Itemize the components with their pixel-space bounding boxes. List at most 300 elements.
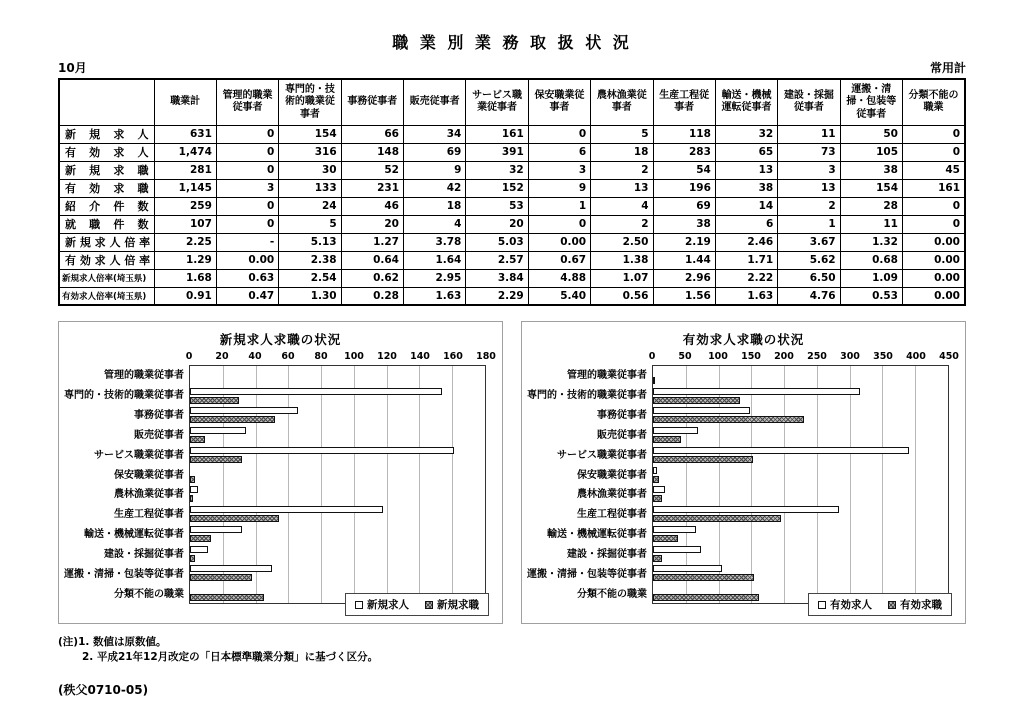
value-cell: 0.53 bbox=[840, 287, 902, 305]
bar-series-1 bbox=[653, 555, 662, 562]
category-label: 運搬・清掃・包装等従事者 bbox=[64, 569, 184, 581]
value-cell: 133 bbox=[279, 179, 341, 197]
chart-active-jobs bbox=[521, 321, 966, 624]
bar-row bbox=[190, 465, 485, 485]
value-cell: 2 bbox=[778, 197, 840, 215]
plot-area bbox=[189, 365, 486, 604]
value-cell: 1.07 bbox=[591, 269, 653, 287]
value-cell: 65 bbox=[715, 143, 777, 161]
value-cell: 18 bbox=[591, 143, 653, 161]
category-label: 保安職業従事者 bbox=[114, 469, 184, 481]
table-header-cell: 保安職業従事者 bbox=[528, 79, 590, 125]
plot-wrap bbox=[648, 350, 959, 605]
value-cell: 3.78 bbox=[404, 233, 466, 251]
value-cell: 14 bbox=[715, 197, 777, 215]
bar-row bbox=[653, 583, 948, 603]
value-cell: 2.46 bbox=[715, 233, 777, 251]
table-header-cell: 運搬・清掃・包装等従事者 bbox=[840, 79, 902, 125]
value-cell: 2.95 bbox=[404, 269, 466, 287]
value-cell: 283 bbox=[653, 143, 715, 161]
table-head bbox=[59, 79, 965, 125]
value-cell: 391 bbox=[466, 143, 528, 161]
bar-series-0 bbox=[190, 447, 454, 454]
table-row bbox=[59, 215, 965, 233]
row-label-cell: 有 効 求 職 bbox=[59, 179, 154, 197]
value-cell: 0 bbox=[216, 125, 278, 143]
row-label-cell: 有 効 求 人 bbox=[59, 143, 154, 161]
bar-series-0 bbox=[190, 526, 242, 533]
value-cell: 1.32 bbox=[840, 233, 902, 251]
corner-cell bbox=[59, 79, 154, 125]
value-cell: 0.00 bbox=[903, 233, 966, 251]
category-label: 建設・採掘従事者 bbox=[567, 549, 647, 561]
bar-row bbox=[653, 485, 948, 505]
bar-row bbox=[190, 445, 485, 465]
bar-series-0 bbox=[653, 565, 722, 572]
value-cell: 0.00 bbox=[903, 287, 966, 305]
category-label: 生産工程従事者 bbox=[577, 509, 647, 521]
value-cell: 316 bbox=[279, 143, 341, 161]
bar-series-0 bbox=[653, 506, 839, 513]
charts-row bbox=[58, 321, 966, 624]
value-cell: - bbox=[216, 233, 278, 251]
bar-row bbox=[190, 524, 485, 544]
value-cell: 45 bbox=[903, 161, 966, 179]
value-axis bbox=[648, 350, 959, 364]
value-cell: 0.91 bbox=[154, 287, 216, 305]
period-label: 常用計 bbox=[929, 61, 966, 75]
value-cell: 0 bbox=[903, 143, 966, 161]
axis-tick-label: 400 bbox=[906, 351, 926, 362]
value-cell: 38 bbox=[715, 179, 777, 197]
value-cell: 154 bbox=[840, 179, 902, 197]
value-cell: 38 bbox=[653, 215, 715, 233]
value-cell: 52 bbox=[341, 161, 403, 179]
value-cell: 0.00 bbox=[903, 251, 966, 269]
bar-series-1 bbox=[653, 456, 753, 463]
table-header-cell: 建設・採掘従事者 bbox=[778, 79, 840, 125]
value-cell: 5 bbox=[279, 215, 341, 233]
bar-series-0 bbox=[653, 546, 701, 553]
value-cell: 42 bbox=[404, 179, 466, 197]
chart-title: 新規求人求職の状況 bbox=[219, 332, 342, 347]
bar-series-1 bbox=[190, 397, 239, 404]
category-label: 分類不能の職業 bbox=[114, 589, 184, 601]
value-cell: 5 bbox=[591, 125, 653, 143]
value-cell: 1 bbox=[778, 215, 840, 233]
row-label-cell: 新規求人倍率(埼玉県) bbox=[59, 269, 154, 287]
bar-series-1 bbox=[653, 377, 655, 384]
axis-tick-label: 150 bbox=[741, 351, 761, 362]
bar-series-1 bbox=[190, 416, 275, 423]
axis-tick-label: 450 bbox=[939, 351, 959, 362]
value-cell: 105 bbox=[840, 143, 902, 161]
value-cell: 4.88 bbox=[528, 269, 590, 287]
value-cell: 73 bbox=[778, 143, 840, 161]
value-cell: 5.40 bbox=[528, 287, 590, 305]
value-cell: 0.63 bbox=[216, 269, 278, 287]
bar-series-1 bbox=[190, 574, 252, 581]
bar-row bbox=[653, 425, 948, 445]
value-cell: 11 bbox=[778, 125, 840, 143]
table-header-cell: 専門的・技術的職業従事者 bbox=[279, 79, 341, 125]
value-cell: 18 bbox=[404, 197, 466, 215]
value-cell: 0.64 bbox=[341, 251, 403, 269]
value-cell: 69 bbox=[404, 143, 466, 161]
value-cell: 0 bbox=[903, 125, 966, 143]
axis-tick-label: 40 bbox=[248, 351, 262, 362]
bar-series-0 bbox=[190, 427, 246, 434]
value-cell: 3.84 bbox=[466, 269, 528, 287]
value-cell: 3 bbox=[216, 179, 278, 197]
bar-series-1 bbox=[653, 476, 659, 483]
page-title: 職 業 別 業 務 取 扱 状 況 bbox=[392, 33, 632, 52]
table-row bbox=[59, 143, 965, 161]
row-label-cell: 有効求人倍率(埼玉県) bbox=[59, 287, 154, 305]
bar-row bbox=[190, 564, 485, 584]
value-cell: 6.50 bbox=[778, 269, 840, 287]
value-cell: 28 bbox=[840, 197, 902, 215]
bar-series-0 bbox=[653, 526, 696, 533]
category-label: 販売従事者 bbox=[597, 429, 647, 441]
value-cell: 5.13 bbox=[279, 233, 341, 251]
bar-series-1 bbox=[653, 594, 759, 601]
value-cell: 32 bbox=[715, 125, 777, 143]
bar-series-1 bbox=[653, 574, 754, 581]
table-header-cell: 農林漁業従事者 bbox=[591, 79, 653, 125]
bar-series-1 bbox=[190, 456, 242, 463]
value-cell: 1.38 bbox=[591, 251, 653, 269]
bar-series-1 bbox=[190, 555, 195, 562]
table-header-cell: 分類不能の職業 bbox=[903, 79, 966, 125]
bar-series-0 bbox=[653, 486, 665, 493]
value-cell: 148 bbox=[341, 143, 403, 161]
value-cell: 3.67 bbox=[778, 233, 840, 251]
bar-row bbox=[190, 366, 485, 386]
bar-series-0 bbox=[190, 388, 442, 395]
value-cell: 259 bbox=[154, 197, 216, 215]
value-cell: 54 bbox=[653, 161, 715, 179]
business-table bbox=[58, 78, 966, 306]
axis-tick-label: 300 bbox=[840, 351, 860, 362]
chart-body bbox=[64, 350, 496, 605]
value-cell: 66 bbox=[341, 125, 403, 143]
value-cell: 30 bbox=[279, 161, 341, 179]
bar-series-0 bbox=[190, 565, 272, 572]
value-cell: 2.50 bbox=[591, 233, 653, 251]
category-label: 分類不能の職業 bbox=[577, 589, 647, 601]
table-row bbox=[59, 125, 965, 143]
bar-row bbox=[190, 386, 485, 406]
value-cell: 34 bbox=[404, 125, 466, 143]
bar-series-1 bbox=[190, 495, 193, 502]
value-cell: 2 bbox=[591, 161, 653, 179]
value-cell: 4 bbox=[591, 197, 653, 215]
value-cell: 1,474 bbox=[154, 143, 216, 161]
value-cell: 0 bbox=[216, 161, 278, 179]
category-label: サービス職業従事者 bbox=[557, 449, 647, 461]
value-cell: 0.67 bbox=[528, 251, 590, 269]
row-label-cell: 紹 介 件 数 bbox=[59, 197, 154, 215]
axis-tick-label: 180 bbox=[476, 351, 496, 362]
value-cell: 0 bbox=[216, 215, 278, 233]
value-cell: 1.68 bbox=[154, 269, 216, 287]
table-header-cell: 事務従事者 bbox=[341, 79, 403, 125]
axis-tick-label: 20 bbox=[215, 351, 229, 362]
bar-series-0 bbox=[653, 447, 909, 454]
value-cell: 1.30 bbox=[279, 287, 341, 305]
value-cell: 0 bbox=[903, 215, 966, 233]
bar-row bbox=[190, 425, 485, 445]
value-axis bbox=[185, 350, 496, 364]
table-row bbox=[59, 287, 965, 305]
axis-tick-label: 60 bbox=[281, 351, 295, 362]
bar-series-1 bbox=[190, 436, 205, 443]
legend-label: 新規求人 bbox=[367, 599, 409, 611]
axis-tick-label: 100 bbox=[708, 351, 728, 362]
value-cell: 9 bbox=[528, 179, 590, 197]
value-cell: 1.63 bbox=[404, 287, 466, 305]
value-cell: 5.62 bbox=[778, 251, 840, 269]
value-cell: 152 bbox=[466, 179, 528, 197]
value-cell: 0.68 bbox=[840, 251, 902, 269]
bar-row bbox=[653, 564, 948, 584]
value-cell: 13 bbox=[778, 179, 840, 197]
legend-label: 有効求人 bbox=[830, 599, 872, 611]
value-cell: 196 bbox=[653, 179, 715, 197]
table-row bbox=[59, 233, 965, 251]
bar-row bbox=[190, 485, 485, 505]
bar-series-0 bbox=[653, 467, 657, 474]
bar-row bbox=[190, 544, 485, 564]
value-cell: 0 bbox=[216, 143, 278, 161]
value-cell: 9 bbox=[404, 161, 466, 179]
value-cell: 13 bbox=[715, 161, 777, 179]
category-label: 保安職業従事者 bbox=[577, 469, 647, 481]
category-label: 販売従事者 bbox=[134, 429, 184, 441]
value-cell: 50 bbox=[840, 125, 902, 143]
table-header-cell: サービス職業従事者 bbox=[466, 79, 528, 125]
axis-tick-label: 50 bbox=[678, 351, 692, 362]
category-label: 輸送・機械運転従事者 bbox=[84, 529, 184, 541]
value-cell: 5.03 bbox=[466, 233, 528, 251]
value-cell: 20 bbox=[466, 215, 528, 233]
bar-series-0 bbox=[190, 546, 208, 553]
plot-wrap bbox=[185, 350, 496, 605]
chart-body bbox=[527, 350, 959, 605]
bar-series-0 bbox=[653, 407, 750, 414]
axis-tick-label: 200 bbox=[774, 351, 794, 362]
bar-row bbox=[653, 524, 948, 544]
value-cell: 2.57 bbox=[466, 251, 528, 269]
value-cell: 3 bbox=[778, 161, 840, 179]
table-header-cell: 職業計 bbox=[154, 79, 216, 125]
value-cell: 2.19 bbox=[653, 233, 715, 251]
value-cell: 2.29 bbox=[466, 287, 528, 305]
table-row bbox=[59, 251, 965, 269]
bar-series-0 bbox=[190, 407, 298, 414]
bar-series-1 bbox=[653, 535, 678, 542]
value-cell: 631 bbox=[154, 125, 216, 143]
table-row bbox=[59, 179, 965, 197]
bar-series-1 bbox=[653, 397, 740, 404]
note-line-2: 2. 平成21年12月改定の「日本標準職業分類」に基づく区分。 bbox=[82, 651, 379, 664]
axis-tick-label: 120 bbox=[377, 351, 397, 362]
bar-series-1 bbox=[653, 436, 681, 443]
value-cell: 2.22 bbox=[715, 269, 777, 287]
table-row bbox=[59, 197, 965, 215]
category-axis bbox=[528, 350, 652, 605]
chart-new-jobs bbox=[58, 321, 503, 624]
subhead-row bbox=[58, 59, 966, 76]
bar-row bbox=[653, 366, 948, 386]
table-row bbox=[59, 161, 965, 179]
bar-series-0 bbox=[190, 486, 198, 493]
legend-label: 新規求職 bbox=[437, 599, 479, 611]
category-label: 建設・採掘従事者 bbox=[104, 549, 184, 561]
row-label-cell: 就 職 件 数 bbox=[59, 215, 154, 233]
value-cell: 1.56 bbox=[653, 287, 715, 305]
table-header-cell: 販売従事者 bbox=[404, 79, 466, 125]
value-cell: 118 bbox=[653, 125, 715, 143]
category-label: 専門的・技術的職業従事者 bbox=[64, 389, 184, 401]
bar-row bbox=[190, 504, 485, 524]
axis-tick-label: 100 bbox=[344, 351, 364, 362]
month-label: 10月 bbox=[58, 61, 87, 75]
table-header-cell: 輸送・機械運転従事者 bbox=[715, 79, 777, 125]
bar-series-1 bbox=[653, 515, 781, 522]
bar-row bbox=[653, 465, 948, 485]
value-cell: 38 bbox=[840, 161, 902, 179]
value-cell: 3 bbox=[528, 161, 590, 179]
value-cell: 2.25 bbox=[154, 233, 216, 251]
value-cell: 6 bbox=[715, 215, 777, 233]
value-cell: 32 bbox=[466, 161, 528, 179]
row-label-cell: 有 効 求 人 倍 率 bbox=[59, 251, 154, 269]
value-cell: 4.76 bbox=[778, 287, 840, 305]
bar-row bbox=[653, 406, 948, 426]
value-cell: 0.47 bbox=[216, 287, 278, 305]
axis-tick-label: 350 bbox=[873, 351, 893, 362]
note-line-1: (注)1. 数値は原数値。 bbox=[58, 636, 167, 648]
value-cell: 11 bbox=[840, 215, 902, 233]
value-cell: 1.63 bbox=[715, 287, 777, 305]
value-cell: 0.28 bbox=[341, 287, 403, 305]
table-header-row bbox=[59, 79, 965, 125]
value-cell: 0 bbox=[903, 197, 966, 215]
value-cell: 6 bbox=[528, 143, 590, 161]
axis-tick-label: 250 bbox=[807, 351, 827, 362]
value-cell: 53 bbox=[466, 197, 528, 215]
row-label-cell: 新 規 求 職 bbox=[59, 161, 154, 179]
value-cell: 2.38 bbox=[279, 251, 341, 269]
value-cell: 13 bbox=[591, 179, 653, 197]
value-cell: 24 bbox=[279, 197, 341, 215]
category-label: 専門的・技術的職業従事者 bbox=[527, 389, 647, 401]
bar-series-1 bbox=[190, 476, 195, 483]
category-label: 事務従事者 bbox=[134, 409, 184, 421]
value-cell: 0 bbox=[216, 197, 278, 215]
bar-row bbox=[653, 445, 948, 465]
value-cell: 0.00 bbox=[903, 269, 966, 287]
category-label: 事務従事者 bbox=[597, 409, 647, 421]
bar-row bbox=[190, 583, 485, 603]
value-cell: 0 bbox=[528, 215, 590, 233]
value-cell: 161 bbox=[466, 125, 528, 143]
bar-series-1 bbox=[190, 594, 264, 601]
value-cell: 4 bbox=[404, 215, 466, 233]
category-label: 管理的職業従事者 bbox=[104, 369, 184, 381]
value-cell: 2.96 bbox=[653, 269, 715, 287]
bar-series-1 bbox=[190, 535, 211, 542]
table-body bbox=[59, 125, 965, 305]
category-axis bbox=[65, 350, 189, 605]
axis-tick-label: 140 bbox=[410, 351, 430, 362]
value-cell: 0.62 bbox=[341, 269, 403, 287]
value-cell: 1.44 bbox=[653, 251, 715, 269]
legend-label: 有効求職 bbox=[900, 599, 942, 611]
value-cell: 20 bbox=[341, 215, 403, 233]
bar-series-0 bbox=[190, 506, 383, 513]
axis-tick-label: 0 bbox=[185, 351, 193, 362]
value-cell: 1 bbox=[528, 197, 590, 215]
table-row bbox=[59, 269, 965, 287]
table-header-cell: 生産工程従事者 bbox=[653, 79, 715, 125]
value-cell: 1.29 bbox=[154, 251, 216, 269]
value-cell: 0.00 bbox=[528, 233, 590, 251]
value-cell: 2.54 bbox=[279, 269, 341, 287]
row-label-cell: 新 規 求 人 倍 率 bbox=[59, 233, 154, 251]
bar-row bbox=[653, 504, 948, 524]
value-cell: 0 bbox=[528, 125, 590, 143]
axis-tick-label: 0 bbox=[648, 351, 656, 362]
value-cell: 154 bbox=[279, 125, 341, 143]
value-cell: 107 bbox=[154, 215, 216, 233]
footer-code: (秩父0710-05) bbox=[58, 683, 149, 698]
table-header-cell: 管理的職業従事者 bbox=[216, 79, 278, 125]
row-label-cell: 新 規 求 人 bbox=[59, 125, 154, 143]
category-label: 管理的職業従事者 bbox=[567, 369, 647, 381]
bar-series-1 bbox=[190, 515, 279, 522]
category-label: 農林漁業従事者 bbox=[577, 489, 647, 501]
value-cell: 1,145 bbox=[154, 179, 216, 197]
bar-series-0 bbox=[653, 388, 860, 395]
category-label: 農林漁業従事者 bbox=[114, 489, 184, 501]
chart-title: 有効求人求職の状況 bbox=[682, 332, 805, 347]
plot-area bbox=[652, 365, 949, 604]
value-cell: 161 bbox=[903, 179, 966, 197]
bar-series-1 bbox=[653, 495, 662, 502]
category-label: 生産工程従事者 bbox=[114, 509, 184, 521]
value-cell: 1.64 bbox=[404, 251, 466, 269]
axis-tick-label: 80 bbox=[314, 351, 328, 362]
value-cell: 1.71 bbox=[715, 251, 777, 269]
bar-series-1 bbox=[653, 416, 804, 423]
value-cell: 46 bbox=[341, 197, 403, 215]
bar-row bbox=[190, 406, 485, 426]
category-label: 輸送・機械運転従事者 bbox=[547, 529, 647, 541]
value-cell: 0.00 bbox=[216, 251, 278, 269]
bar-series-0 bbox=[653, 427, 698, 434]
bar-row bbox=[653, 386, 948, 406]
value-cell: 1.09 bbox=[840, 269, 902, 287]
category-label: サービス職業従事者 bbox=[94, 449, 184, 461]
value-cell: 231 bbox=[341, 179, 403, 197]
value-cell: 69 bbox=[653, 197, 715, 215]
bar-row bbox=[653, 544, 948, 564]
value-cell: 0.56 bbox=[591, 287, 653, 305]
notes bbox=[58, 635, 966, 665]
